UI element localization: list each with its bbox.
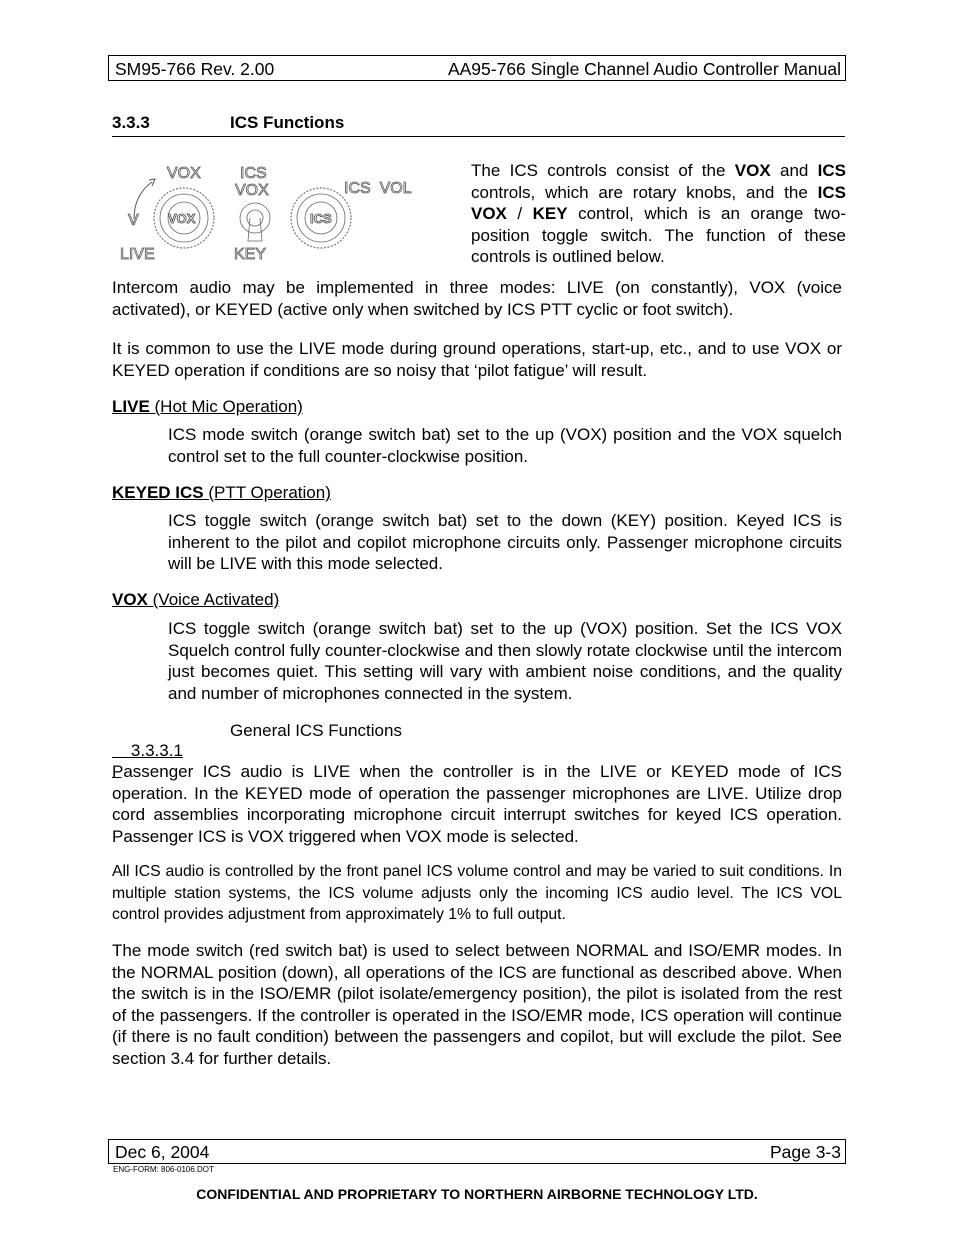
intro-paragraph [471, 160, 846, 268]
intro-bold-ics: ICS [817, 161, 847, 180]
ics-controls-figure [112, 155, 442, 267]
live-heading [112, 396, 303, 417]
live-heading-rest: (Hot Mic Operation) [149, 397, 303, 416]
header-doc-title: AA95-766 Single Channel Audio Controller Manual [447, 59, 841, 79]
form-id: ENG-FORM: 806-0106.DOT [113, 1165, 214, 1174]
intro-text: control, which is an orange two-position toggle switch. The function of these controls is outlined below. [471, 204, 846, 266]
keyed-description: ICS toggle switch (orange switch bat) set to the down (KEY) position. Keyed ICS is inherent to the pilot and copilot microphone circuits only. Passenger microphone circuits will be LIVE with this mode selected. [168, 511, 842, 573]
label-live: LIVE [120, 246, 155, 263]
intro-bold-key: KEY [532, 204, 568, 223]
keyed-heading [112, 482, 331, 503]
keyed-heading-bold: KEYED ICS [112, 483, 204, 502]
modes-paragraph: Intercom audio may be implemented in three modes: LIVE (on constantly), VOX (voice activated), or KEYED (active only when switched by ICS PTT cyclic or foot switch). [112, 278, 842, 319]
confidential-notice: CONFIDENTIAL AND PROPRIETARY TO NORTHERN AIRBORNE TECHNOLOGY LTD. [196, 1186, 758, 1202]
page-header [108, 55, 846, 81]
vox-description: ICS toggle switch (orange switch bat) set to the up (VOX) position. Set the ICS VOX Squelch control fully counter-clockwise and then slowly rotate clockwise until the intercom just becomes quiet. This setting will vary with ambient noise conditions, and the quality and number of microphones connected in the system. [168, 619, 842, 703]
intro-text: / [506, 204, 533, 223]
keyed-heading-rest: (PTT Operation) [203, 483, 331, 502]
header-doc-id: SM95-766 Rev. 2.00 [115, 59, 275, 79]
vox-knob-label: VOX [168, 211, 196, 226]
vox-heading [112, 589, 279, 610]
section-title: ICS Functions [230, 113, 345, 132]
passenger-ics-paragraph: Passenger ICS audio is LIVE when the controller is in the LIVE or KEYED mode of ICS operation. In the KEYED mode of operation the passenger microphones are LIVE. Utilize drop cord assemblies incorporating microphone circuit interrupt switches for keyed ICS operation. Passenger ICS is VOX triggered when VOX mode is selected. [112, 762, 842, 846]
intro-text: and [770, 161, 818, 180]
intro-bold-vox: VOX [734, 161, 771, 180]
footer-date: Dec 6, 2004 [115, 1142, 210, 1162]
label-key: KEY [234, 246, 267, 263]
section-number: 3.3.3 [112, 113, 150, 132]
subsection-number: 3.3.3.1 [130, 741, 183, 760]
section-heading [112, 113, 845, 137]
toggle-nut [240, 203, 270, 233]
toggle-bat [248, 218, 262, 241]
ics-volume-paragraph: All ICS audio is controlled by the front panel ICS volume control and may be varied to suit conditions. In multiple station systems, the ICS volume adjusts only the incoming ICS audio level. The ICS VOL control provides adjustment from approximately 1% to full output. [112, 863, 842, 923]
intro-text: The ICS controls consist of the [471, 161, 735, 180]
mode-switch-paragraph: The mode switch (red switch bat) is used to select between NORMAL and ISO/EMR modes. In the NORMAL position (down), all operations of the ICS are functional as described above. When the switch is in the ISO/EMR (pilot isolate/emergency position), the pilot is isolated from the rest of the passengers. If the controller is operated in the ISO/EMR mode, ICS operation will continue (if there is no fault condition) between the passengers and copilot, but will exclude the pilot. See section 3.4 for further details. [112, 941, 842, 1068]
page-footer [108, 1139, 846, 1164]
label-ics-top: ICS [240, 165, 267, 182]
label-v: V [128, 212, 139, 229]
live-description: ICS mode switch (orange switch bat) set to the up (VOX) position and the VOX squelch control set to the full counter-clockwise position. [168, 425, 842, 466]
live-heading-bold: LIVE [112, 397, 150, 416]
footer-page-number: Page 3-3 [769, 1142, 841, 1162]
label-vox-top: VOX [167, 165, 201, 182]
label-ics-vol: ICS VOL [344, 180, 412, 197]
live-mode-paragraph: It is common to use the LIVE mode during ground operations, start-up, etc., and to use VOX or KEYED operation if conditions are so noisy that ‘pilot fatigue’ will result. [112, 339, 842, 380]
label-vox-mid: VOX [235, 182, 269, 199]
vox-heading-bold: VOX [112, 590, 148, 609]
intro-text: controls, which are rotary knobs, and the [471, 182, 818, 202]
subsection-title: General ICS Functions [230, 721, 402, 740]
ics-knob-label: ICS [310, 211, 332, 226]
intro-bold-ics-vox: ICS VOX [471, 182, 846, 223]
vox-heading-rest: (Voice Activated) [147, 590, 280, 609]
